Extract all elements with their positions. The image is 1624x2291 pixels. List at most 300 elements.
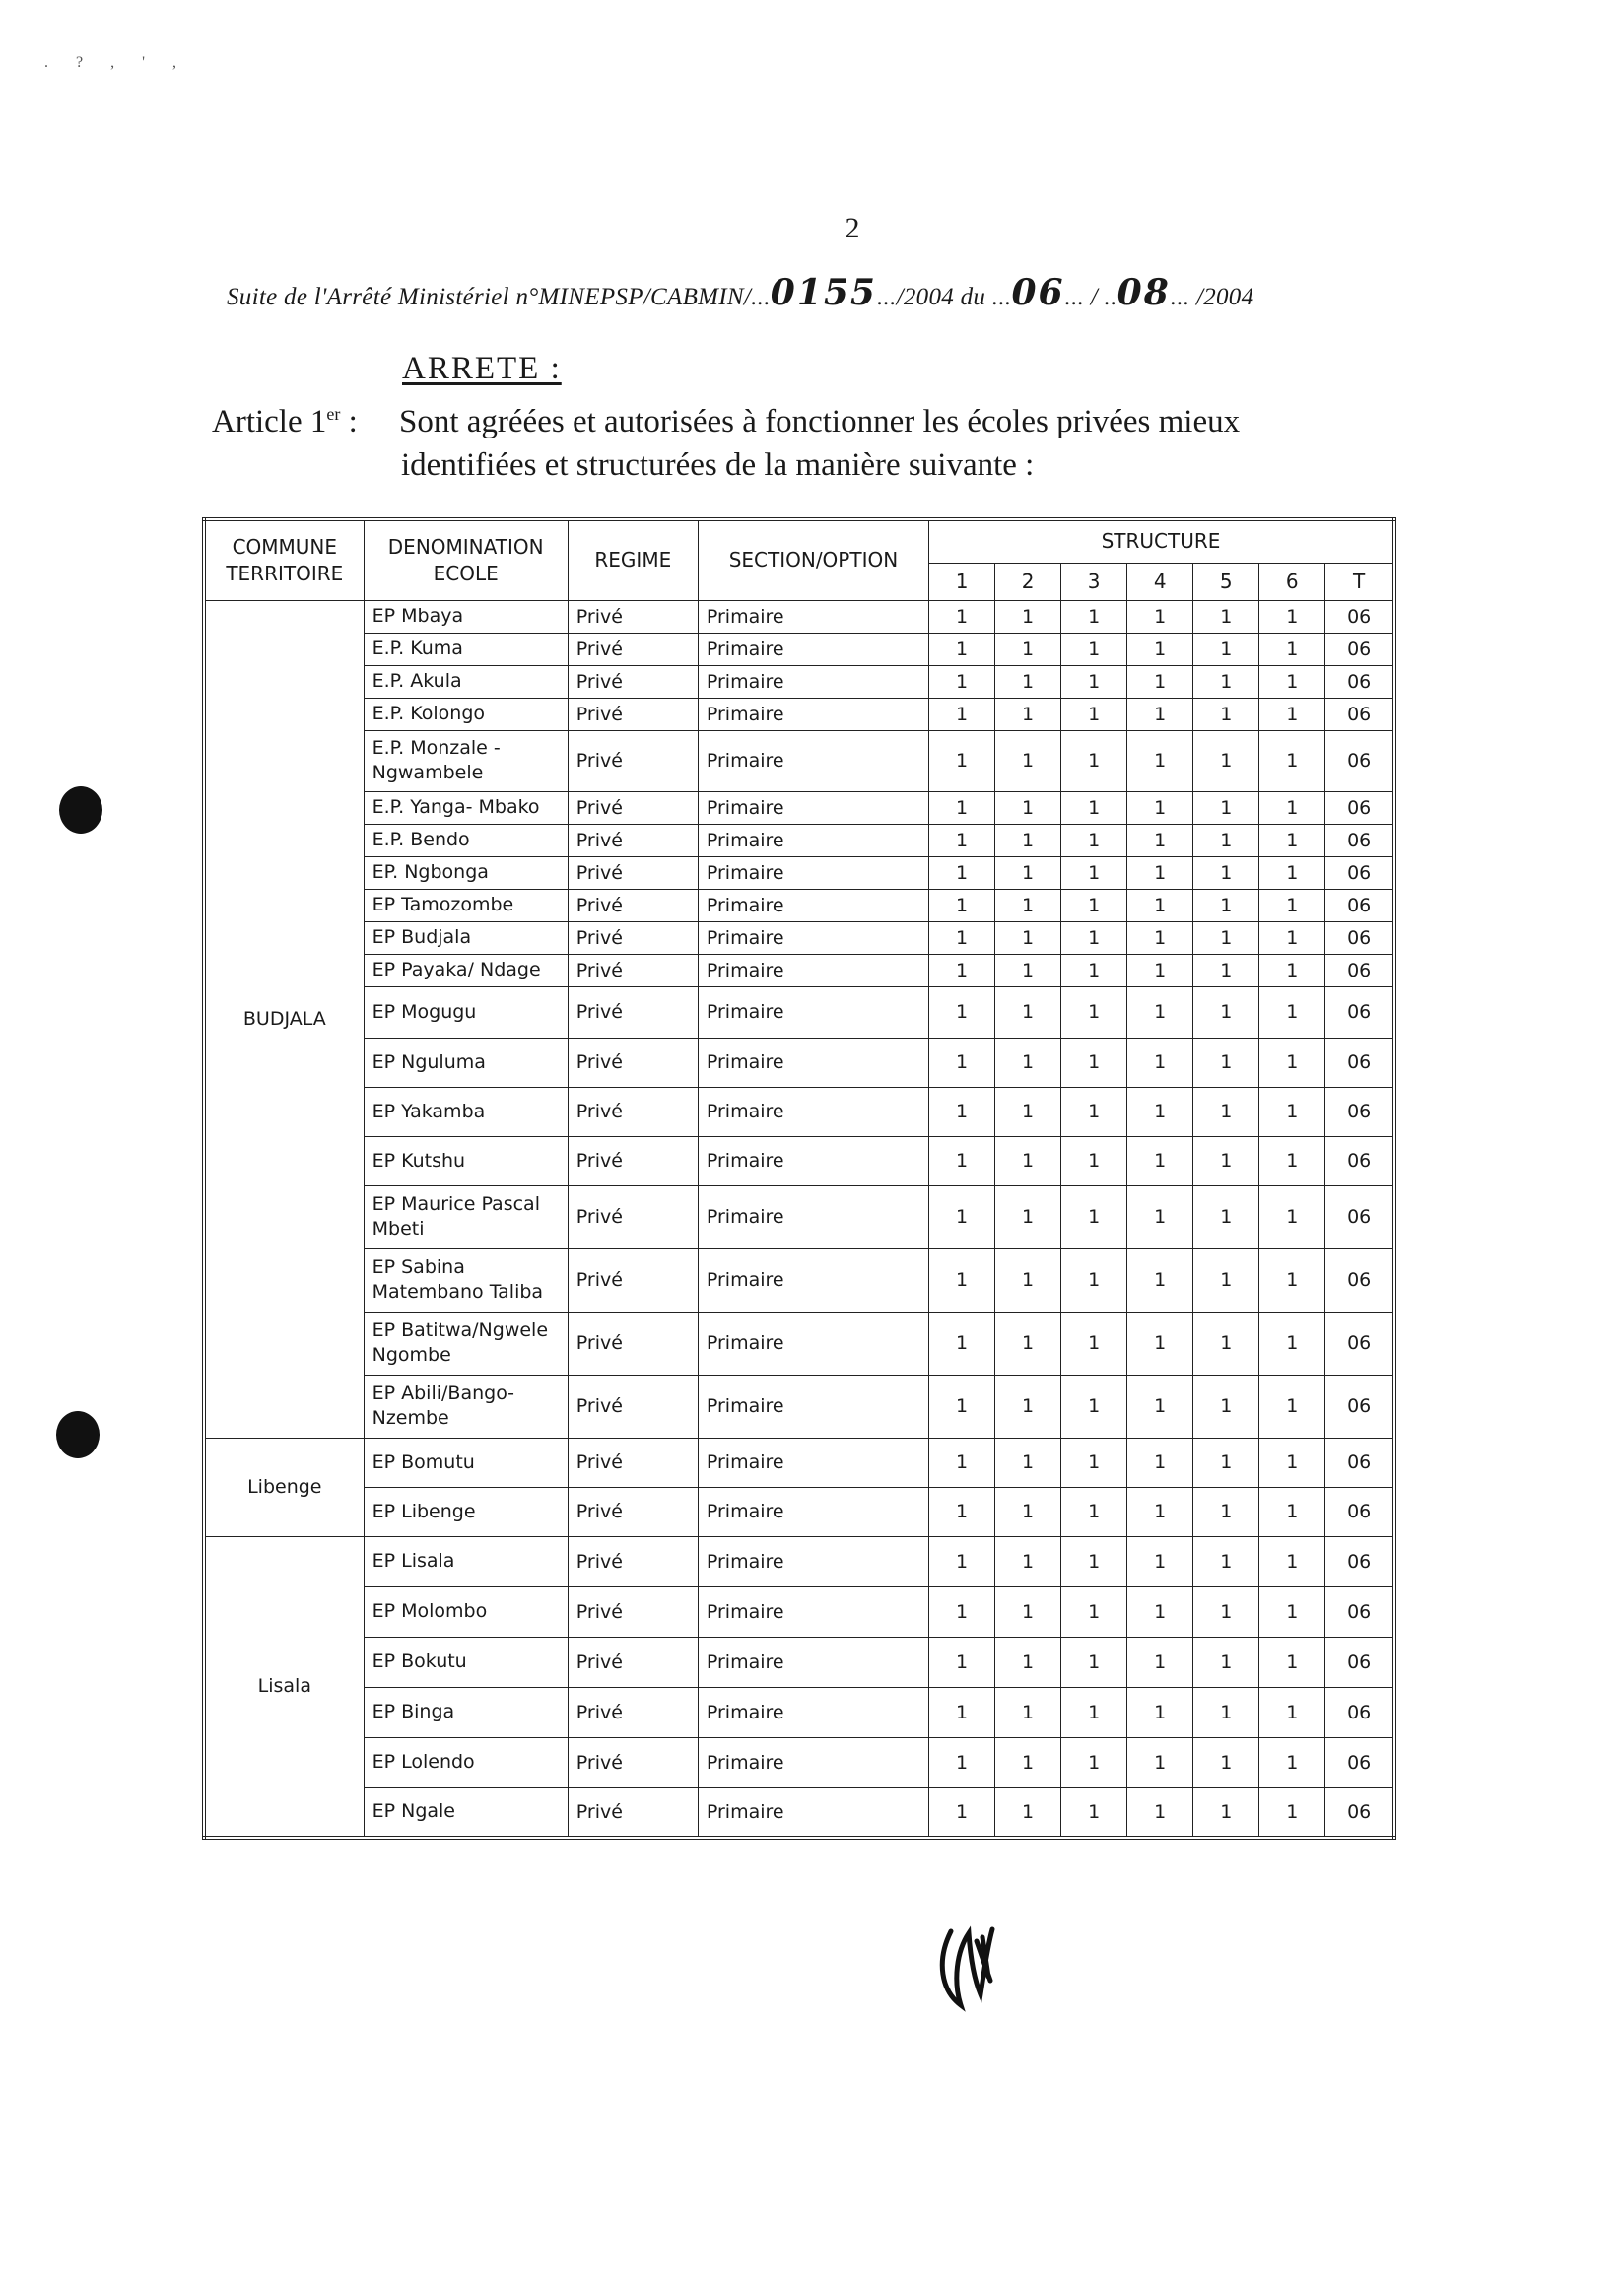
structure-class-cell: 1 [929, 889, 995, 921]
structure-class-cell: 1 [995, 856, 1061, 889]
table-row [204, 954, 1394, 986]
section-cell: Primaire [698, 665, 928, 698]
header-denomination: DENOMINATION ECOLE [364, 519, 568, 600]
structure-class-cell: 1 [1061, 1536, 1127, 1586]
structure-class-cell: 1 [929, 600, 995, 633]
structure-class-cell: 1 [995, 1687, 1061, 1737]
structure-total-cell: 06 [1325, 1586, 1394, 1637]
decree-reference [227, 272, 1370, 313]
decree-day: 06 [1011, 272, 1065, 313]
regime-cell: Privé [568, 1087, 698, 1136]
table-row [204, 1185, 1394, 1248]
structure-class-cell: 1 [1061, 1087, 1127, 1136]
header-structure-col: T [1325, 563, 1394, 600]
structure-class-cell: 1 [929, 665, 995, 698]
section-cell: Primaire [698, 1375, 928, 1438]
section-cell: Primaire [698, 824, 928, 856]
section-cell: Primaire [698, 1787, 928, 1838]
structure-class-cell: 1 [929, 633, 995, 665]
structure-class-cell: 1 [1193, 1487, 1259, 1536]
table-row [204, 1438, 1394, 1487]
structure-class-cell: 1 [1127, 921, 1193, 954]
section-cell: Primaire [698, 1312, 928, 1375]
structure-total-cell: 06 [1325, 1438, 1394, 1487]
structure-class-cell: 1 [995, 1586, 1061, 1637]
structure-class-cell: 1 [929, 856, 995, 889]
structure-class-cell: 1 [1259, 954, 1325, 986]
table-row [204, 1248, 1394, 1312]
article-line-2: identifiées et structurées de la manière suivante : [401, 447, 1035, 483]
header-structure-col: 3 [1061, 563, 1127, 600]
arrete-heading: ARRETE : [402, 351, 562, 386]
decree-suffix: ... /2004 [1170, 284, 1254, 310]
decree-number: 0155 [770, 272, 877, 313]
structure-class-cell: 1 [995, 1038, 1061, 1087]
structure-class-cell: 1 [929, 730, 995, 791]
structure-total-cell: 06 [1325, 1687, 1394, 1737]
structure-total-cell: 06 [1325, 824, 1394, 856]
structure-class-cell: 1 [929, 1487, 995, 1536]
structure-class-cell: 1 [1193, 1375, 1259, 1438]
structure-total-cell: 06 [1325, 856, 1394, 889]
structure-class-cell: 1 [929, 1536, 995, 1586]
structure-class-cell: 1 [1061, 1787, 1127, 1838]
structure-class-cell: 1 [929, 1737, 995, 1787]
section-cell: Primaire [698, 698, 928, 730]
structure-class-cell: 1 [1259, 791, 1325, 824]
table-row [204, 1487, 1394, 1536]
school-name-cell: EP Ngale [364, 1787, 568, 1838]
structure-class-cell: 1 [1061, 1375, 1127, 1438]
structure-class-cell: 1 [1259, 730, 1325, 791]
structure-class-cell: 1 [1127, 1087, 1193, 1136]
structure-class-cell: 1 [929, 954, 995, 986]
structure-class-cell: 1 [929, 1087, 995, 1136]
structure-class-cell: 1 [929, 921, 995, 954]
regime-cell: Privé [568, 1536, 698, 1586]
school-name-cell: E.P. Akula [364, 665, 568, 698]
header-structure-col: 6 [1259, 563, 1325, 600]
structure-class-cell: 1 [1193, 1586, 1259, 1637]
header-commune: COMMUNE TERRITOIRE [204, 519, 364, 600]
structure-class-cell: 1 [1259, 1536, 1325, 1586]
school-name-cell: EP Mbaya [364, 600, 568, 633]
structure-class-cell: 1 [929, 1248, 995, 1312]
regime-cell: Privé [568, 1787, 698, 1838]
structure-class-cell: 1 [1193, 824, 1259, 856]
structure-class-cell: 1 [1193, 1136, 1259, 1185]
structure-class-cell: 1 [995, 1312, 1061, 1375]
school-name-cell: EP Libenge [364, 1487, 568, 1536]
header-section: SECTION/OPTION [698, 519, 928, 600]
table-row [204, 1038, 1394, 1087]
commune-cell: BUDJALA [204, 600, 364, 1438]
section-cell: Primaire [698, 600, 928, 633]
structure-class-cell: 1 [929, 1787, 995, 1838]
structure-class-cell: 1 [1127, 698, 1193, 730]
regime-cell: Privé [568, 633, 698, 665]
decree-prefix: Suite de l'Arrêté Ministériel n°MINEPSP/CABMIN/... [227, 284, 771, 310]
structure-class-cell: 1 [1259, 1487, 1325, 1536]
table-row [204, 1375, 1394, 1438]
section-cell: Primaire [698, 1536, 928, 1586]
structure-total-cell: 06 [1325, 954, 1394, 986]
regime-cell: Privé [568, 1687, 698, 1737]
structure-class-cell: 1 [929, 1185, 995, 1248]
structure-class-cell: 1 [995, 730, 1061, 791]
regime-cell: Privé [568, 1487, 698, 1536]
commune-cell: Libenge [204, 1438, 364, 1536]
structure-class-cell: 1 [1193, 1536, 1259, 1586]
structure-total-cell: 06 [1325, 1312, 1394, 1375]
school-name-cell: EP Batitwa/Ngwele Ngombe [364, 1312, 568, 1375]
header-structure-col: 4 [1127, 563, 1193, 600]
school-name-cell: E.P. Kuma [364, 633, 568, 665]
structure-class-cell: 1 [995, 1136, 1061, 1185]
structure-class-cell: 1 [1259, 1586, 1325, 1637]
regime-cell: Privé [568, 921, 698, 954]
structure-class-cell: 1 [1127, 889, 1193, 921]
school-name-cell: E.P. Yanga- Mbako [364, 791, 568, 824]
structure-class-cell: 1 [1061, 665, 1127, 698]
structure-class-cell: 1 [1061, 856, 1127, 889]
structure-total-cell: 06 [1325, 1787, 1394, 1838]
structure-class-cell: 1 [929, 1637, 995, 1687]
structure-class-cell: 1 [1259, 1375, 1325, 1438]
structure-class-cell: 1 [1259, 1637, 1325, 1687]
structure-class-cell: 1 [995, 600, 1061, 633]
regime-cell: Privé [568, 1737, 698, 1787]
structure-class-cell: 1 [1061, 824, 1127, 856]
table-row [204, 633, 1394, 665]
structure-class-cell: 1 [995, 1185, 1061, 1248]
structure-class-cell: 1 [1259, 665, 1325, 698]
structure-class-cell: 1 [995, 986, 1061, 1038]
structure-class-cell: 1 [929, 1312, 995, 1375]
section-cell: Primaire [698, 954, 928, 986]
structure-class-cell: 1 [1127, 1487, 1193, 1536]
school-name-cell: EP Tamozombe [364, 889, 568, 921]
school-name-cell: EP Budjala [364, 921, 568, 954]
structure-class-cell: 1 [1127, 1038, 1193, 1087]
structure-class-cell: 1 [1061, 1487, 1127, 1536]
structure-class-cell: 1 [995, 1637, 1061, 1687]
structure-class-cell: 1 [995, 824, 1061, 856]
structure-class-cell: 1 [1193, 698, 1259, 730]
structure-class-cell: 1 [995, 1787, 1061, 1838]
structure-total-cell: 06 [1325, 633, 1394, 665]
structure-class-cell: 1 [1193, 889, 1259, 921]
structure-total-cell: 06 [1325, 1737, 1394, 1787]
structure-class-cell: 1 [1127, 1312, 1193, 1375]
structure-class-cell: 1 [929, 791, 995, 824]
punch-hole [59, 786, 102, 834]
structure-total-cell: 06 [1325, 1136, 1394, 1185]
regime-cell: Privé [568, 1248, 698, 1312]
structure-class-cell: 1 [995, 791, 1061, 824]
structure-class-cell: 1 [1259, 1087, 1325, 1136]
section-cell: Primaire [698, 1248, 928, 1312]
header-structure: STRUCTURE [929, 519, 1394, 563]
regime-cell: Privé [568, 1438, 698, 1487]
table-row [204, 1687, 1394, 1737]
structure-class-cell: 1 [1193, 1248, 1259, 1312]
table-row [204, 856, 1394, 889]
structure-class-cell: 1 [1127, 665, 1193, 698]
structure-class-cell: 1 [1061, 1586, 1127, 1637]
table-row [204, 698, 1394, 730]
section-cell: Primaire [698, 1586, 928, 1637]
structure-class-cell: 1 [1061, 698, 1127, 730]
structure-total-cell: 06 [1325, 1637, 1394, 1687]
structure-class-cell: 1 [1259, 1248, 1325, 1312]
structure-class-cell: 1 [929, 698, 995, 730]
structure-class-cell: 1 [1193, 665, 1259, 698]
structure-class-cell: 1 [995, 1087, 1061, 1136]
structure-class-cell: 1 [1259, 1737, 1325, 1787]
regime-cell: Privé [568, 1038, 698, 1087]
structure-class-cell: 1 [1127, 1136, 1193, 1185]
decree-middle: .../2004 du ... [876, 284, 1012, 310]
structure-class-cell: 1 [1061, 730, 1127, 791]
structure-class-cell: 1 [1193, 986, 1259, 1038]
decree-sep: ... / .. [1064, 284, 1117, 310]
regime-cell: Privé [568, 1375, 698, 1438]
table-row [204, 1312, 1394, 1375]
regime-cell: Privé [568, 1637, 698, 1687]
structure-class-cell: 1 [995, 1375, 1061, 1438]
header-structure-col: 5 [1193, 563, 1259, 600]
structure-class-cell: 1 [1061, 1185, 1127, 1248]
page-number: 2 [845, 212, 860, 244]
structure-class-cell: 1 [1259, 1312, 1325, 1375]
regime-cell: Privé [568, 856, 698, 889]
school-name-cell: EP Mogugu [364, 986, 568, 1038]
structure-total-cell: 06 [1325, 600, 1394, 633]
structure-class-cell: 1 [1193, 1312, 1259, 1375]
structure-class-cell: 1 [995, 1536, 1061, 1586]
structure-class-cell: 1 [1061, 1737, 1127, 1787]
structure-class-cell: 1 [1061, 633, 1127, 665]
section-cell: Primaire [698, 791, 928, 824]
section-cell: Primaire [698, 921, 928, 954]
regime-cell: Privé [568, 889, 698, 921]
structure-class-cell: 1 [1259, 600, 1325, 633]
structure-class-cell: 1 [1127, 600, 1193, 633]
structure-class-cell: 1 [1127, 1185, 1193, 1248]
structure-total-cell: 06 [1325, 730, 1394, 791]
structure-class-cell: 1 [929, 824, 995, 856]
structure-class-cell: 1 [1127, 1787, 1193, 1838]
structure-total-cell: 06 [1325, 1248, 1394, 1312]
structure-class-cell: 1 [929, 1586, 995, 1637]
table-row [204, 730, 1394, 791]
structure-class-cell: 1 [929, 986, 995, 1038]
structure-class-cell: 1 [1193, 1087, 1259, 1136]
structure-class-cell: 1 [1127, 633, 1193, 665]
structure-class-cell: 1 [1193, 791, 1259, 824]
table-row [204, 986, 1394, 1038]
school-name-cell: E.P. Monzale - Ngwambele [364, 730, 568, 791]
structure-class-cell: 1 [1259, 986, 1325, 1038]
structure-class-cell: 1 [1061, 1038, 1127, 1087]
structure-total-cell: 06 [1325, 1038, 1394, 1087]
structure-class-cell: 1 [1127, 730, 1193, 791]
structure-class-cell: 1 [1193, 1185, 1259, 1248]
structure-class-cell: 1 [1061, 1438, 1127, 1487]
structure-class-cell: 1 [1061, 1136, 1127, 1185]
structure-total-cell: 06 [1325, 1375, 1394, 1438]
structure-class-cell: 1 [995, 1487, 1061, 1536]
structure-total-cell: 06 [1325, 791, 1394, 824]
structure-total-cell: 06 [1325, 986, 1394, 1038]
table-row [204, 889, 1394, 921]
section-cell: Primaire [698, 1737, 928, 1787]
section-cell: Primaire [698, 1687, 928, 1737]
schools-table [202, 517, 1396, 1840]
regime-cell: Privé [568, 824, 698, 856]
section-cell: Primaire [698, 986, 928, 1038]
structure-class-cell: 1 [1061, 986, 1127, 1038]
structure-class-cell: 1 [1061, 1248, 1127, 1312]
section-cell: Primaire [698, 1185, 928, 1248]
structure-class-cell: 1 [1127, 1248, 1193, 1312]
structure-total-cell: 06 [1325, 921, 1394, 954]
regime-cell: Privé [568, 698, 698, 730]
structure-class-cell: 1 [1061, 1687, 1127, 1737]
table-row [204, 791, 1394, 824]
structure-class-cell: 1 [1127, 1737, 1193, 1787]
table-row [204, 1536, 1394, 1586]
article-line-1: Sont agréées et autorisées à fonctionner les écoles privées mieux [399, 404, 1241, 439]
structure-class-cell: 1 [1193, 1787, 1259, 1838]
structure-class-cell: 1 [995, 1438, 1061, 1487]
school-name-cell: EP Bomutu [364, 1438, 568, 1487]
regime-cell: Privé [568, 1185, 698, 1248]
structure-total-cell: 06 [1325, 665, 1394, 698]
structure-total-cell: 06 [1325, 1487, 1394, 1536]
structure-class-cell: 1 [1193, 1687, 1259, 1737]
structure-class-cell: 1 [995, 889, 1061, 921]
table-row [204, 1087, 1394, 1136]
school-name-cell: EP Yakamba [364, 1087, 568, 1136]
structure-class-cell: 1 [1193, 954, 1259, 986]
school-name-cell: EP Abili/Bango-Nzembe [364, 1375, 568, 1438]
regime-cell: Privé [568, 1586, 698, 1637]
structure-class-cell: 1 [1193, 600, 1259, 633]
structure-class-cell: 1 [995, 1737, 1061, 1787]
section-cell: Primaire [698, 730, 928, 791]
school-name-cell: EP Nguluma [364, 1038, 568, 1087]
structure-total-cell: 06 [1325, 1536, 1394, 1586]
section-cell: Primaire [698, 856, 928, 889]
structure-class-cell: 1 [1259, 1136, 1325, 1185]
structure-class-cell: 1 [1127, 954, 1193, 986]
regime-cell: Privé [568, 986, 698, 1038]
structure-class-cell: 1 [995, 954, 1061, 986]
section-cell: Primaire [698, 1637, 928, 1687]
structure-class-cell: 1 [1259, 889, 1325, 921]
scan-marks: . ? , ' , [44, 54, 188, 71]
structure-class-cell: 1 [1259, 1438, 1325, 1487]
school-name-cell: EP Maurice Pascal Mbeti [364, 1185, 568, 1248]
structure-class-cell: 1 [1259, 856, 1325, 889]
structure-class-cell: 1 [1061, 791, 1127, 824]
structure-class-cell: 1 [1127, 1586, 1193, 1637]
structure-class-cell: 1 [1127, 1536, 1193, 1586]
structure-class-cell: 1 [1127, 1375, 1193, 1438]
school-name-cell: E.P. Bendo [364, 824, 568, 856]
school-name-cell: EP Lisala [364, 1536, 568, 1586]
section-cell: Primaire [698, 1438, 928, 1487]
regime-cell: Privé [568, 665, 698, 698]
structure-class-cell: 1 [1193, 1737, 1259, 1787]
school-name-cell: E.P. Kolongo [364, 698, 568, 730]
structure-total-cell: 06 [1325, 1185, 1394, 1248]
section-cell: Primaire [698, 1136, 928, 1185]
structure-class-cell: 1 [1061, 1637, 1127, 1687]
table-row [204, 824, 1394, 856]
structure-class-cell: 1 [1127, 986, 1193, 1038]
structure-class-cell: 1 [1259, 1185, 1325, 1248]
structure-class-cell: 1 [1193, 1438, 1259, 1487]
structure-total-cell: 06 [1325, 1087, 1394, 1136]
section-cell: Primaire [698, 1087, 928, 1136]
commune-cell: Lisala [204, 1536, 364, 1838]
header-structure-col: 1 [929, 563, 995, 600]
header-structure-col: 2 [995, 563, 1061, 600]
structure-class-cell: 1 [929, 1038, 995, 1087]
structure-class-cell: 1 [1193, 633, 1259, 665]
section-cell: Primaire [698, 633, 928, 665]
school-name-cell: EP Molombo [364, 1586, 568, 1637]
structure-class-cell: 1 [995, 921, 1061, 954]
structure-class-cell: 1 [995, 1248, 1061, 1312]
punch-hole [56, 1411, 100, 1458]
regime-cell: Privé [568, 791, 698, 824]
structure-class-cell: 1 [1193, 1038, 1259, 1087]
structure-class-cell: 1 [929, 1375, 995, 1438]
table-row [204, 1737, 1394, 1787]
article-label: Article 1er : [212, 404, 358, 439]
table-row [204, 600, 1394, 633]
structure-class-cell: 1 [1061, 600, 1127, 633]
regime-cell: Privé [568, 954, 698, 986]
school-name-cell: EP Lolendo [364, 1737, 568, 1787]
structure-class-cell: 1 [995, 698, 1061, 730]
structure-class-cell: 1 [1259, 633, 1325, 665]
structure-class-cell: 1 [1259, 1787, 1325, 1838]
structure-class-cell: 1 [1259, 921, 1325, 954]
structure-class-cell: 1 [1259, 1687, 1325, 1737]
structure-class-cell: 1 [1127, 1438, 1193, 1487]
structure-class-cell: 1 [1193, 921, 1259, 954]
structure-class-cell: 1 [1061, 1312, 1127, 1375]
structure-class-cell: 1 [995, 633, 1061, 665]
structure-class-cell: 1 [1193, 730, 1259, 791]
structure-class-cell: 1 [1127, 856, 1193, 889]
school-name-cell: EP Kutshu [364, 1136, 568, 1185]
table-row [204, 1136, 1394, 1185]
structure-class-cell: 1 [929, 1438, 995, 1487]
article-1 [212, 392, 1375, 487]
structure-class-cell: 1 [995, 665, 1061, 698]
school-name-cell: EP Binga [364, 1687, 568, 1737]
section-cell: Primaire [698, 889, 928, 921]
table-row [204, 921, 1394, 954]
school-name-cell: EP Payaka/ Ndage [364, 954, 568, 986]
regime-cell: Privé [568, 1312, 698, 1375]
